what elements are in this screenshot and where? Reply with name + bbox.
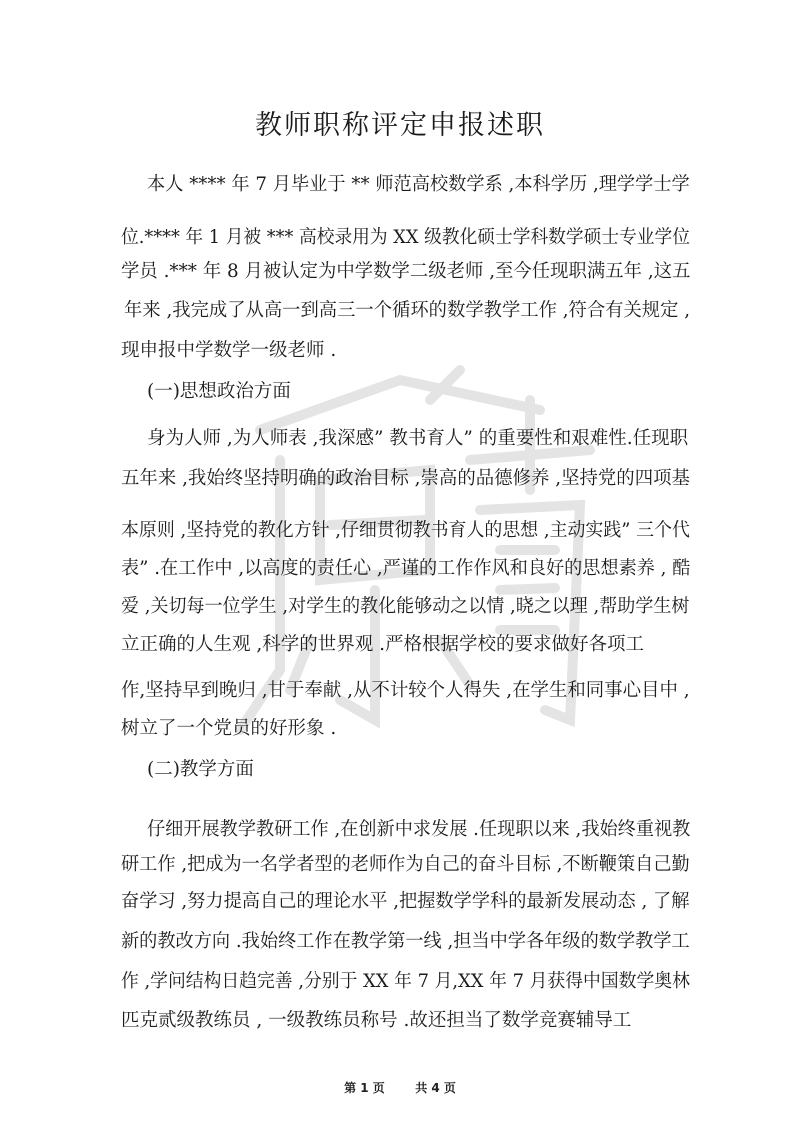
body-line: 作,坚持早到晚归 ,甘于奉献 ,从不计较个人得失 ,在学生和同事心目中 , bbox=[121, 680, 690, 701]
body-line: 学员 .*** 年 8 月被认定为中学数学二级老师 ,至今任现职满五年 ,这五 bbox=[121, 261, 691, 282]
page-footer bbox=[0, 1079, 800, 1096]
body-line: 树立了一个党员的好形象 . bbox=[121, 718, 337, 739]
section-heading: (一)思想政治方面 bbox=[147, 381, 291, 402]
body-line: 爱 ,关切每一位学生 ,对学生的教化能够动之以情 ,晓之以理 ,帮助学生树 bbox=[121, 596, 690, 617]
body-line: 匹克贰级教练员 , 一级教练员称号 .故还担当了数学竞赛辅导工 bbox=[121, 1010, 632, 1031]
body-line: 立正确的人生观 ,科学的世界观 .严格根据学校的要求做好各项工 bbox=[121, 634, 645, 655]
body-line: 本原则 ,坚持党的教化方针 ,仔细贯彻教书育人的思想 ,主动实践” 三个代 bbox=[121, 520, 690, 541]
body-line: 研工作 ,把成为一名学者型的老师作为自己的奋斗目标 ,不断鞭策自己勤 bbox=[121, 854, 690, 875]
body-line: 现申报中学数学一级老师 . bbox=[121, 340, 337, 361]
body-line: 身为人师 ,为人师表 ,我深感” 教书育人” 的重要性和艰难性.任现职 bbox=[147, 428, 689, 449]
body-line: 新的教改方向 .我始终工作在教学第一线 ,担当中学各年级的数学教学工 bbox=[121, 931, 690, 952]
body-line: 年来 ,我完成了从高一到高三一个循环的数学教学工作 ,符合有关规定 , bbox=[124, 300, 691, 321]
body-line: 表” .在工作中 ,以高度的责任心 ,严谨的工作作风和良好的思想素养 , 酷 bbox=[121, 558, 691, 579]
body-line: 本人 **** 年 7 月毕业于 ** 师范高校数学系 ,本科学历 ,理学学士学 bbox=[147, 174, 690, 195]
page-current: 第 1 页 bbox=[344, 1081, 385, 1095]
body-line: 奋学习 ,努力提高自己的理论水平 ,把握数学学科的最新发展动态 , 了解 bbox=[121, 891, 690, 912]
body-line: 五年来 ,我始终坚持明确的政治目标 ,崇高的品德修养 ,坚持党的四项基 bbox=[121, 468, 690, 489]
page-total: 共 4 页 bbox=[415, 1081, 456, 1095]
body-line: 位.**** 年 1 月被 *** 高校录用为 XX 级教化硕士学科数学硕士专业学位 bbox=[121, 227, 690, 248]
body-line: 作 ,学问结构日趋完善 ,分别于 XX 年 7 月,XX 年 7 月获得中国数学奥林 bbox=[121, 971, 690, 992]
document-title: 教师职称评定申报述职 bbox=[255, 110, 545, 141]
body-line: 仔细开展教学教研工作 ,在创新中求发展 .任现职以来 ,我始终重视教 bbox=[147, 819, 691, 840]
section-heading: (二)教学方面 bbox=[147, 759, 254, 780]
